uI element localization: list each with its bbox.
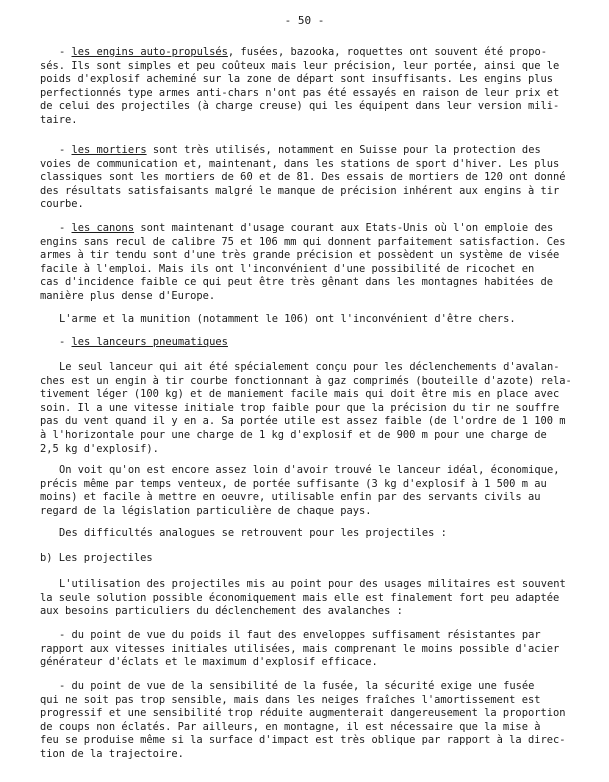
text-line: On voit qu'on est encore assez loin d'avoir trouvé le lanceur idéal, économique, xyxy=(59,464,560,476)
text-line: ches est un engin à tir courbe fonctionnant à gaz comprimés (bouteille d'azote) rela- xyxy=(40,374,572,387)
text-line: - du point de vue de la sensibilité de la fusée, la sécurité exige une fusée xyxy=(59,680,535,692)
text-line: L'utilisation des projectiles mis au point pour des usages militaires est souvent xyxy=(59,578,566,590)
text-line: sés. Ils sont simples et peu coûteux mais leur précision, leur portée, ainsi que le xyxy=(40,59,560,72)
text-line: de celui des projectiles (à charge creuse) qui les équipent dans leur version mili- xyxy=(40,100,560,113)
paragraph-arme-munition xyxy=(40,313,580,327)
text-line: regard de la législation particulière de chaque pays. xyxy=(40,504,372,517)
text-line: progressif et une sensibilité trop réduite augmenterait dangereusement la proportion xyxy=(40,707,566,720)
section-heading: les canons xyxy=(71,222,135,234)
section-heading: les mortiers xyxy=(71,144,147,156)
text-line: Le seul lanceur qui ait été spécialement conçu pour les déclenchements d'avalan- xyxy=(59,361,560,373)
section-heading: les lanceurs pneumatiques xyxy=(71,336,228,348)
text-line: - les lanceurs pneumatiques xyxy=(59,336,228,348)
paragraph-canons xyxy=(40,222,580,304)
text-line: aux besoins particuliers du déclenchement des avalanches : xyxy=(40,605,403,618)
text-line: tivement léger (100 kg) et de maniement facile mais qui doit être mis en place avec xyxy=(40,388,560,401)
text-line: des résultats satisfaisants malgré le manque de précision inhérent aux engins à tir xyxy=(40,184,560,197)
text-line: 2,5 kg d'explosif). xyxy=(40,442,159,455)
page-number: - 50 - xyxy=(284,14,325,27)
paragraph-lanceur-ideal xyxy=(40,464,580,518)
text-line: armes à tir tendu sont d'une très grande précision et possèdent un système de visée xyxy=(40,249,560,262)
paragraph-utilisation-projectiles xyxy=(40,578,580,619)
text-line: voies de communication et, maintenant, dans les stations de sport d'hiver. Les plus xyxy=(40,157,560,170)
text-line: poids d'explosif acheminé sur la zone de départ sont insuffisants. Les engins plus xyxy=(40,73,553,86)
text-line: rapport aux vitesses initiales utilisées, mais comprenant le moins possible d'acier xyxy=(40,642,560,655)
text-line: cas d'incidence faible ce qui peut être très gênant dans les montagnes habitées de xyxy=(40,276,553,289)
text-line: précis même par temps venteux, de portée suffisante (3 kg d'explosif à 1 500 m au xyxy=(40,477,547,490)
text-line: taire. xyxy=(40,113,78,126)
paragraph-mortiers xyxy=(40,144,580,212)
text-line: moins) et facile à mettre en oeuvre, utilisable enfin par des servants civils au xyxy=(40,491,541,504)
paragraph-difficultes xyxy=(40,527,580,541)
text-line: b) Les projectiles xyxy=(40,552,153,564)
text-line: courbe. xyxy=(40,198,84,211)
text-line: de coups non éclatés. Par ailleurs, en montagne, il est nécessaire que la mise à xyxy=(40,720,541,733)
paragraph-lanceurs-heading xyxy=(40,336,580,350)
text-line: tion de la trajectoire. xyxy=(40,747,184,760)
text-line: Des difficultés analogues se retrouvent pour les projectiles : xyxy=(59,527,447,539)
text-line: qui ne soit pas trop sensible, mais dans les neiges fraîches l'amortissement est xyxy=(40,693,541,706)
section-heading-projectiles xyxy=(40,552,580,566)
paragraph-sensibilite xyxy=(40,680,580,762)
paragraph-seul-lanceur xyxy=(40,361,580,456)
text-line: - du point de vue du poids il faut des enveloppes suffisament résistantes par xyxy=(59,629,541,641)
text-line: - les canons sont maintenant d'usage courant aux Etats-Unis où l'on emploie des xyxy=(59,222,554,234)
text-line: pas du vent quand il y en a. Sa portée utile est assez faible (de l'ordre de 1 100 m xyxy=(40,415,566,428)
text-line: à l'horizontale pour une charge de 1 kg d'explosif et de 900 m pour une charge de xyxy=(40,428,547,441)
text-line: perfectionnés type armes anti-chars n'ont pas été essayés en raison de leur prix et xyxy=(40,86,560,99)
paragraph-poids xyxy=(40,629,580,670)
text-line: classiques sont les mortiers de 60 et de 81. Des essais de mortiers de 120 ont donné xyxy=(40,171,566,184)
text-line: facile à l'emploi. Mais ils ont l'inconvénient d'une possibilité de ricochet en xyxy=(40,262,535,275)
text-line: L'arme et la munition (notamment le 106) ont l'inconvénient d'être chers. xyxy=(59,313,516,325)
text-line: générateur d'éclats et le maximum d'explosif efficace. xyxy=(40,656,378,669)
text-line: manière plus dense d'Europe. xyxy=(40,289,216,302)
text-line: soin. Il a une vitesse initiale trop faible pour que la précision du tir ne souffre xyxy=(40,401,560,414)
text-line: engins sans recul de calibre 75 et 106 mm qui donnent parfaitement satisfaction. Ces xyxy=(40,235,566,248)
text-line: la seule solution possible économiquement mais elle est finalement fort peu adaptée xyxy=(40,591,560,604)
section-heading: les engins auto-propulsés xyxy=(71,46,228,58)
text-line: - les mortiers sont très utilisés, notamment en Suisse pour la protection des xyxy=(59,144,541,156)
paragraph-engins-auto-propulses xyxy=(40,46,580,128)
text-line: feu se produise même si la surface d'impact est très oblique par rapport à la direc- xyxy=(40,734,566,747)
text-line: - les engins auto-propulsés, fusées, bazooka, roquettes ont souvent été propo- xyxy=(59,46,547,58)
